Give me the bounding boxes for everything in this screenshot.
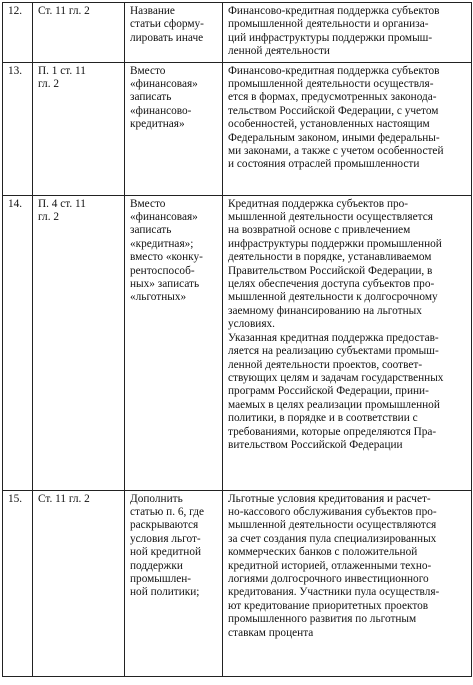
row-number: 12.: [3, 3, 33, 63]
row-number: 13.: [3, 62, 33, 195]
article-reference: Ст. 11 гл. 2: [33, 3, 125, 63]
change-instruction: Дополнить статью п. 6, где раскрываются условия льгот- ной кредитной поддержки промышлен- ной политики;: [125, 490, 223, 676]
proposed-text: Финансово-кредитная поддержка субъектов промышленной деятельности осуществля- ется в формах, предусмотренных законода- тельством Российской Федерации, с учетом особенностей, установленных настоящим Федеральным законом, иными федеральны- ми законами, а также с учетом особенностей и состояния отраслей промышленности: [223, 62, 472, 195]
table-row: [3, 490, 472, 676]
table-row: [3, 195, 472, 490]
table-row: [3, 3, 472, 63]
article-reference: Ст. 11 гл. 2: [33, 490, 125, 676]
proposed-text: Льготные условия кредитования и расчет- но-кассового обслуживания субъектов про- мышленной деятельности осуществляются за счет создания пула специализированных коммерческих банков с положительной кредитной историей, отлаженными техно- логиями долгосрочного инвестиционного кредитования. Участники пула осуществля- ют кредитование приоритетных проектов промышленного развития по льготным ставкам процента: [223, 490, 472, 676]
change-instruction: Название статьи сформу- лировать иначе: [125, 3, 223, 63]
row-number: 15.: [3, 490, 33, 676]
amendments-table: [2, 2, 472, 677]
article-reference: П. 4 ст. 11 гл. 2: [33, 195, 125, 490]
row-number: 14.: [3, 195, 33, 490]
proposed-text: Финансово-кредитная поддержка субъектов промышленной деятельности и организа- ций инфраструктуры поддержки промыш- ленной деятельности: [223, 3, 472, 63]
article-reference: П. 1 ст. 11 гл. 2: [33, 62, 125, 195]
proposed-text: Кредитная поддержка субъектов про- мышленной деятельности осуществляется на возвратной основе с привлечением инфраструктуры поддержки промышленной деятельности в порядке, устанавливаемом Правительством Российской Федерации, в целях обеспечения доступа субъектов про- мышленной деятельности к долгосрочному заемному финансированию на льготных условиях. Указанная кредитная поддержка предостав- ляется на реализацию субъектами промыш- ленной деятельности проектов, соответ- ствующих целям и задачам государственных программ Российской Федерации, прини- маемых в целях реализации промышленной политики, в порядке и в соответствии с требованиями, которые определяются Пра- вительством Российской Федерации: [223, 195, 472, 490]
change-instruction: Вместо «финансовая» записать «финансово- кредитная»: [125, 62, 223, 195]
change-instruction: Вместо «финансовая» записать «кредитная»; вместо «конку- рентоспособ- ных» записать «льготных»: [125, 195, 223, 490]
table-row: [3, 62, 472, 195]
